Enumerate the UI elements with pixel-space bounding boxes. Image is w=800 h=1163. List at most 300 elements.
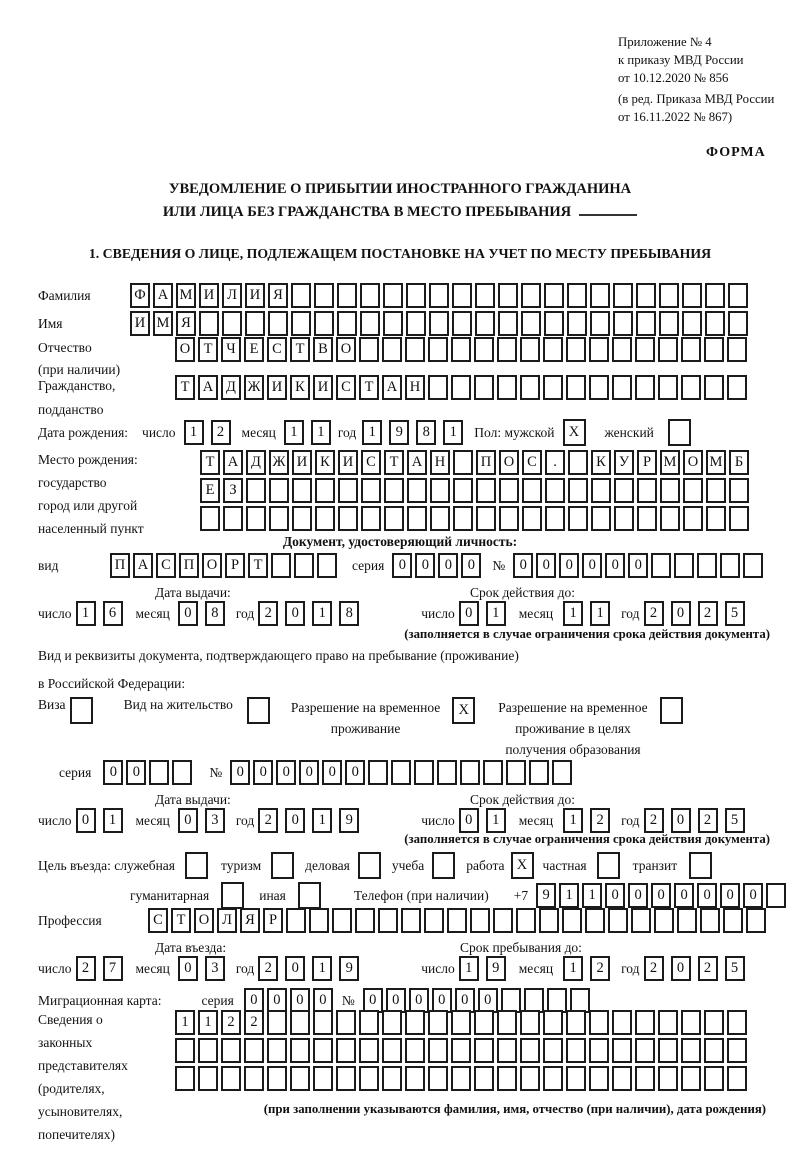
char-cell[interactable] — [543, 375, 563, 400]
char-cell[interactable]: 1 — [559, 883, 579, 908]
char-cell[interactable]: Я — [240, 908, 260, 933]
char-cell[interactable]: 0 — [513, 553, 533, 578]
char-cell[interactable] — [428, 337, 448, 362]
char-cell[interactable] — [314, 311, 334, 336]
char-cell[interactable]: 0 — [478, 988, 498, 1013]
char-cell[interactable] — [359, 1010, 379, 1035]
char-cell[interactable]: А — [382, 375, 402, 400]
char-cell[interactable] — [612, 1010, 632, 1035]
char-cell[interactable]: . — [545, 450, 565, 475]
char-cell[interactable] — [681, 375, 701, 400]
char-cell[interactable] — [705, 283, 725, 308]
char-cell[interactable]: 1 — [563, 601, 583, 626]
char-cell[interactable] — [720, 553, 740, 578]
char-cell[interactable] — [267, 1010, 287, 1035]
char-cell[interactable] — [545, 478, 565, 503]
char-cell[interactable]: 0 — [313, 988, 333, 1013]
char-cell[interactable] — [315, 478, 335, 503]
char-cell[interactable] — [336, 1066, 356, 1091]
char-cell[interactable]: 2 — [590, 956, 610, 981]
char-cell[interactable] — [589, 337, 609, 362]
char-cell[interactable] — [706, 478, 726, 503]
char-cell[interactable] — [566, 1010, 586, 1035]
char-cell[interactable] — [315, 506, 335, 531]
char-cell[interactable] — [451, 1066, 471, 1091]
char-cell[interactable]: 1 — [563, 808, 583, 833]
char-cell[interactable] — [728, 311, 748, 336]
char-cell[interactable] — [317, 553, 337, 578]
char-cell[interactable]: Я — [268, 283, 288, 308]
char-cell[interactable] — [483, 760, 503, 785]
char-cell[interactable]: К — [591, 450, 611, 475]
char-cell[interactable] — [543, 1066, 563, 1091]
char-cell[interactable] — [359, 1038, 379, 1063]
char-cell[interactable]: К — [290, 375, 310, 400]
char-cell[interactable] — [635, 1010, 655, 1035]
char-cell[interactable] — [405, 1010, 425, 1035]
char-cell[interactable] — [636, 311, 656, 336]
char-cell[interactable]: 1 — [184, 420, 204, 445]
checkbox-cell[interactable] — [432, 852, 455, 879]
char-cell[interactable]: С — [156, 553, 176, 578]
char-cell[interactable] — [651, 553, 671, 578]
char-cell[interactable] — [359, 1066, 379, 1091]
char-cell[interactable]: 6 — [103, 601, 123, 626]
char-cell[interactable]: Н — [430, 450, 450, 475]
char-cell[interactable]: 2 — [698, 601, 718, 626]
char-cell[interactable] — [677, 908, 697, 933]
char-cell[interactable]: О — [202, 553, 222, 578]
char-cell[interactable] — [244, 1038, 264, 1063]
char-cell[interactable]: 1 — [486, 808, 506, 833]
char-cell[interactable]: П — [179, 553, 199, 578]
char-cell[interactable] — [723, 908, 743, 933]
char-cell[interactable]: О — [336, 337, 356, 362]
char-cell[interactable]: Р — [637, 450, 657, 475]
char-cell[interactable]: 2 — [644, 956, 664, 981]
char-cell[interactable] — [683, 506, 703, 531]
char-cell[interactable]: 0 — [290, 988, 310, 1013]
char-cell[interactable]: 0 — [605, 553, 625, 578]
char-cell[interactable] — [474, 1038, 494, 1063]
char-cell[interactable] — [520, 337, 540, 362]
char-cell[interactable] — [566, 337, 586, 362]
char-cell[interactable] — [567, 311, 587, 336]
char-cell[interactable] — [635, 337, 655, 362]
char-cell[interactable] — [766, 883, 786, 908]
char-cell[interactable] — [681, 1038, 701, 1063]
char-cell[interactable] — [566, 375, 586, 400]
char-cell[interactable] — [360, 311, 380, 336]
char-cell[interactable] — [637, 506, 657, 531]
char-cell[interactable]: В — [313, 337, 333, 362]
char-cell[interactable] — [568, 450, 588, 475]
char-cell[interactable] — [198, 1038, 218, 1063]
char-cell[interactable] — [497, 1066, 517, 1091]
char-cell[interactable] — [498, 283, 518, 308]
char-cell[interactable]: С — [361, 450, 381, 475]
char-cell[interactable]: 2 — [698, 956, 718, 981]
char-cell[interactable] — [430, 506, 450, 531]
char-cell[interactable]: 1 — [563, 956, 583, 981]
char-cell[interactable] — [522, 506, 542, 531]
char-cell[interactable]: 0 — [582, 553, 602, 578]
char-cell[interactable]: И — [245, 283, 265, 308]
char-cell[interactable] — [382, 1038, 402, 1063]
char-cell[interactable]: Т — [248, 553, 268, 578]
char-cell[interactable]: 5 — [725, 808, 745, 833]
char-cell[interactable] — [631, 908, 651, 933]
char-cell[interactable]: 0 — [455, 988, 475, 1013]
char-cell[interactable]: 9 — [339, 808, 359, 833]
char-cell[interactable] — [337, 311, 357, 336]
char-cell[interactable] — [728, 283, 748, 308]
char-cell[interactable]: Л — [222, 283, 242, 308]
char-cell[interactable] — [424, 908, 444, 933]
char-cell[interactable] — [149, 760, 169, 785]
char-cell[interactable] — [635, 1038, 655, 1063]
char-cell[interactable]: 1 — [459, 956, 479, 981]
char-cell[interactable]: 2 — [258, 601, 278, 626]
char-cell[interactable]: 0 — [103, 760, 123, 785]
char-cell[interactable] — [384, 478, 404, 503]
char-cell[interactable] — [475, 311, 495, 336]
char-cell[interactable] — [658, 1010, 678, 1035]
char-cell[interactable] — [700, 908, 720, 933]
char-cell[interactable] — [658, 1038, 678, 1063]
char-cell[interactable] — [658, 375, 678, 400]
char-cell[interactable] — [704, 375, 724, 400]
char-cell[interactable]: 0 — [76, 808, 96, 833]
char-cell[interactable] — [290, 1066, 310, 1091]
char-cell[interactable] — [474, 1010, 494, 1035]
char-cell[interactable] — [612, 337, 632, 362]
char-cell[interactable] — [590, 311, 610, 336]
char-cell[interactable]: С — [336, 375, 356, 400]
char-cell[interactable]: 8 — [339, 601, 359, 626]
char-cell[interactable] — [359, 337, 379, 362]
char-cell[interactable] — [246, 478, 266, 503]
char-cell[interactable] — [608, 908, 628, 933]
char-cell[interactable]: 0 — [459, 601, 479, 626]
char-cell[interactable] — [539, 908, 559, 933]
char-cell[interactable] — [497, 337, 517, 362]
char-cell[interactable] — [382, 337, 402, 362]
char-cell[interactable] — [292, 506, 312, 531]
char-cell[interactable] — [452, 311, 472, 336]
char-cell[interactable] — [200, 506, 220, 531]
char-cell[interactable]: 0 — [267, 988, 287, 1013]
char-cell[interactable] — [332, 908, 352, 933]
char-cell[interactable] — [223, 506, 243, 531]
char-cell[interactable]: С — [267, 337, 287, 362]
char-cell[interactable] — [221, 1066, 241, 1091]
char-cell[interactable]: 8 — [416, 420, 436, 445]
char-cell[interactable] — [562, 908, 582, 933]
char-cell[interactable] — [637, 478, 657, 503]
char-cell[interactable] — [520, 375, 540, 400]
char-cell[interactable]: 2 — [258, 808, 278, 833]
char-cell[interactable] — [612, 1038, 632, 1063]
char-cell[interactable]: 0 — [285, 956, 305, 981]
char-cell[interactable]: 0 — [299, 760, 319, 785]
char-cell[interactable] — [567, 283, 587, 308]
char-cell[interactable] — [290, 1038, 310, 1063]
char-cell[interactable] — [589, 1038, 609, 1063]
char-cell[interactable] — [520, 1038, 540, 1063]
char-cell[interactable] — [401, 908, 421, 933]
char-cell[interactable] — [368, 760, 388, 785]
char-cell[interactable]: 0 — [126, 760, 146, 785]
char-cell[interactable]: А — [223, 450, 243, 475]
char-cell[interactable] — [704, 1038, 724, 1063]
char-cell[interactable] — [405, 1066, 425, 1091]
char-cell[interactable] — [309, 908, 329, 933]
char-cell[interactable] — [727, 1010, 747, 1035]
char-cell[interactable]: 0 — [322, 760, 342, 785]
char-cell[interactable]: И — [313, 375, 333, 400]
char-cell[interactable]: Т — [200, 450, 220, 475]
char-cell[interactable]: 0 — [628, 883, 648, 908]
char-cell[interactable]: 1 — [103, 808, 123, 833]
char-cell[interactable]: 0 — [409, 988, 429, 1013]
char-cell[interactable]: 0 — [438, 553, 458, 578]
char-cell[interactable]: 5 — [725, 956, 745, 981]
char-cell[interactable] — [658, 337, 678, 362]
char-cell[interactable] — [460, 760, 480, 785]
char-cell[interactable] — [552, 760, 572, 785]
char-cell[interactable]: 7 — [103, 956, 123, 981]
char-cell[interactable] — [729, 478, 749, 503]
char-cell[interactable]: 1 — [312, 956, 332, 981]
char-cell[interactable] — [497, 1038, 517, 1063]
char-cell[interactable] — [706, 506, 726, 531]
char-cell[interactable] — [520, 1010, 540, 1035]
char-cell[interactable] — [590, 283, 610, 308]
char-cell[interactable] — [474, 375, 494, 400]
char-cell[interactable] — [499, 478, 519, 503]
char-cell[interactable] — [727, 375, 747, 400]
char-cell[interactable] — [451, 1038, 471, 1063]
char-cell[interactable]: 1 — [312, 808, 332, 833]
char-cell[interactable] — [172, 760, 192, 785]
char-cell[interactable] — [682, 311, 702, 336]
char-cell[interactable] — [660, 478, 680, 503]
char-cell[interactable] — [585, 908, 605, 933]
char-cell[interactable] — [729, 506, 749, 531]
char-cell[interactable] — [704, 1010, 724, 1035]
char-cell[interactable] — [294, 553, 314, 578]
char-cell[interactable] — [493, 908, 513, 933]
char-cell[interactable] — [292, 478, 312, 503]
checkbox-cell[interactable] — [597, 852, 620, 879]
char-cell[interactable] — [497, 375, 517, 400]
char-cell[interactable]: А — [198, 375, 218, 400]
char-cell[interactable]: 1 — [284, 420, 304, 445]
char-cell[interactable]: Т — [175, 375, 195, 400]
char-cell[interactable]: О — [194, 908, 214, 933]
char-cell[interactable] — [245, 311, 265, 336]
char-cell[interactable] — [291, 311, 311, 336]
checkbox-cell[interactable] — [70, 697, 93, 724]
char-cell[interactable] — [544, 311, 564, 336]
char-cell[interactable] — [681, 1010, 701, 1035]
char-cell[interactable]: С — [522, 450, 542, 475]
char-cell[interactable]: 1 — [362, 420, 382, 445]
char-cell[interactable] — [612, 375, 632, 400]
char-cell[interactable] — [244, 1066, 264, 1091]
char-cell[interactable] — [704, 337, 724, 362]
char-cell[interactable] — [407, 478, 427, 503]
char-cell[interactable] — [497, 1010, 517, 1035]
char-cell[interactable] — [451, 337, 471, 362]
char-cell[interactable]: 0 — [697, 883, 717, 908]
char-cell[interactable] — [338, 506, 358, 531]
char-cell[interactable] — [405, 337, 425, 362]
char-cell[interactable] — [591, 478, 611, 503]
char-cell[interactable] — [407, 506, 427, 531]
checkbox-cell[interactable] — [247, 697, 270, 724]
char-cell[interactable] — [246, 506, 266, 531]
char-cell[interactable] — [267, 1038, 287, 1063]
char-cell[interactable] — [727, 1066, 747, 1091]
char-cell[interactable] — [544, 283, 564, 308]
char-cell[interactable]: 0 — [674, 883, 694, 908]
char-cell[interactable]: М — [660, 450, 680, 475]
char-cell[interactable] — [221, 1038, 241, 1063]
char-cell[interactable] — [313, 1010, 333, 1035]
char-cell[interactable] — [406, 311, 426, 336]
char-cell[interactable] — [430, 478, 450, 503]
char-cell[interactable]: 0 — [285, 601, 305, 626]
char-cell[interactable] — [727, 337, 747, 362]
char-cell[interactable]: 0 — [285, 808, 305, 833]
char-cell[interactable]: Б — [729, 450, 749, 475]
char-cell[interactable]: М — [176, 283, 196, 308]
char-cell[interactable]: А — [407, 450, 427, 475]
char-cell[interactable] — [391, 760, 411, 785]
char-cell[interactable] — [674, 553, 694, 578]
char-cell[interactable] — [476, 506, 496, 531]
char-cell[interactable] — [614, 506, 634, 531]
char-cell[interactable]: 0 — [605, 883, 625, 908]
char-cell[interactable] — [383, 311, 403, 336]
char-cell[interactable] — [475, 283, 495, 308]
char-cell[interactable]: Т — [359, 375, 379, 400]
checkbox-cell[interactable] — [660, 697, 683, 724]
char-cell[interactable] — [429, 283, 449, 308]
char-cell[interactable] — [268, 311, 288, 336]
char-cell[interactable]: И — [267, 375, 287, 400]
char-cell[interactable]: 0 — [671, 956, 691, 981]
char-cell[interactable]: 9 — [536, 883, 556, 908]
char-cell[interactable]: 9 — [486, 956, 506, 981]
char-cell[interactable] — [746, 908, 766, 933]
char-cell[interactable] — [414, 760, 434, 785]
char-cell[interactable]: 0 — [386, 988, 406, 1013]
char-cell[interactable]: 5 — [725, 601, 745, 626]
char-cell[interactable]: Т — [384, 450, 404, 475]
char-cell[interactable]: 0 — [178, 808, 198, 833]
char-cell[interactable] — [290, 1010, 310, 1035]
char-cell[interactable] — [659, 311, 679, 336]
char-cell[interactable] — [474, 337, 494, 362]
char-cell[interactable] — [453, 450, 473, 475]
char-cell[interactable]: 2 — [644, 601, 664, 626]
char-cell[interactable] — [428, 1066, 448, 1091]
char-cell[interactable] — [591, 506, 611, 531]
char-cell[interactable] — [476, 478, 496, 503]
char-cell[interactable] — [659, 283, 679, 308]
char-cell[interactable] — [382, 1010, 402, 1035]
char-cell[interactable]: 2 — [221, 1010, 241, 1035]
char-cell[interactable] — [378, 908, 398, 933]
char-cell[interactable] — [613, 311, 633, 336]
char-cell[interactable] — [727, 1038, 747, 1063]
char-cell[interactable]: 1 — [312, 601, 332, 626]
char-cell[interactable]: Т — [171, 908, 191, 933]
char-cell[interactable] — [269, 506, 289, 531]
char-cell[interactable]: 1 — [175, 1010, 195, 1035]
char-cell[interactable]: С — [148, 908, 168, 933]
char-cell[interactable] — [697, 553, 717, 578]
char-cell[interactable] — [566, 1038, 586, 1063]
char-cell[interactable] — [199, 311, 219, 336]
char-cell[interactable]: О — [175, 337, 195, 362]
checkbox-cell[interactable] — [221, 882, 244, 909]
char-cell[interactable]: 2 — [211, 420, 231, 445]
char-cell[interactable] — [383, 283, 403, 308]
char-cell[interactable]: 0 — [671, 808, 691, 833]
char-cell[interactable]: Ч — [221, 337, 241, 362]
char-cell[interactable] — [291, 283, 311, 308]
char-cell[interactable]: 0 — [559, 553, 579, 578]
checkbox-cell[interactable] — [689, 852, 712, 879]
char-cell[interactable] — [660, 506, 680, 531]
char-cell[interactable]: Р — [263, 908, 283, 933]
char-cell[interactable]: Т — [198, 337, 218, 362]
char-cell[interactable]: 0 — [651, 883, 671, 908]
char-cell[interactable] — [543, 1010, 563, 1035]
char-cell[interactable] — [447, 908, 467, 933]
char-cell[interactable] — [313, 1038, 333, 1063]
char-cell[interactable] — [437, 760, 457, 785]
char-cell[interactable] — [361, 506, 381, 531]
char-cell[interactable]: 0 — [178, 956, 198, 981]
char-cell[interactable]: 3 — [205, 808, 225, 833]
char-cell[interactable]: 3 — [205, 956, 225, 981]
checkbox-cell[interactable]: X — [563, 419, 586, 446]
char-cell[interactable]: 0 — [743, 883, 763, 908]
char-cell[interactable]: Д — [221, 375, 241, 400]
char-cell[interactable]: 0 — [720, 883, 740, 908]
char-cell[interactable]: 0 — [536, 553, 556, 578]
char-cell[interactable]: 0 — [178, 601, 198, 626]
char-cell[interactable] — [428, 375, 448, 400]
char-cell[interactable] — [635, 375, 655, 400]
char-cell[interactable]: 1 — [198, 1010, 218, 1035]
char-cell[interactable]: Ж — [244, 375, 264, 400]
char-cell[interactable]: 2 — [244, 1010, 264, 1035]
char-cell[interactable] — [286, 908, 306, 933]
char-cell[interactable]: 2 — [258, 956, 278, 981]
char-cell[interactable] — [453, 478, 473, 503]
char-cell[interactable] — [222, 311, 242, 336]
char-cell[interactable] — [636, 283, 656, 308]
char-cell[interactable]: П — [110, 553, 130, 578]
char-cell[interactable]: 0 — [415, 553, 435, 578]
char-cell[interactable] — [355, 908, 375, 933]
